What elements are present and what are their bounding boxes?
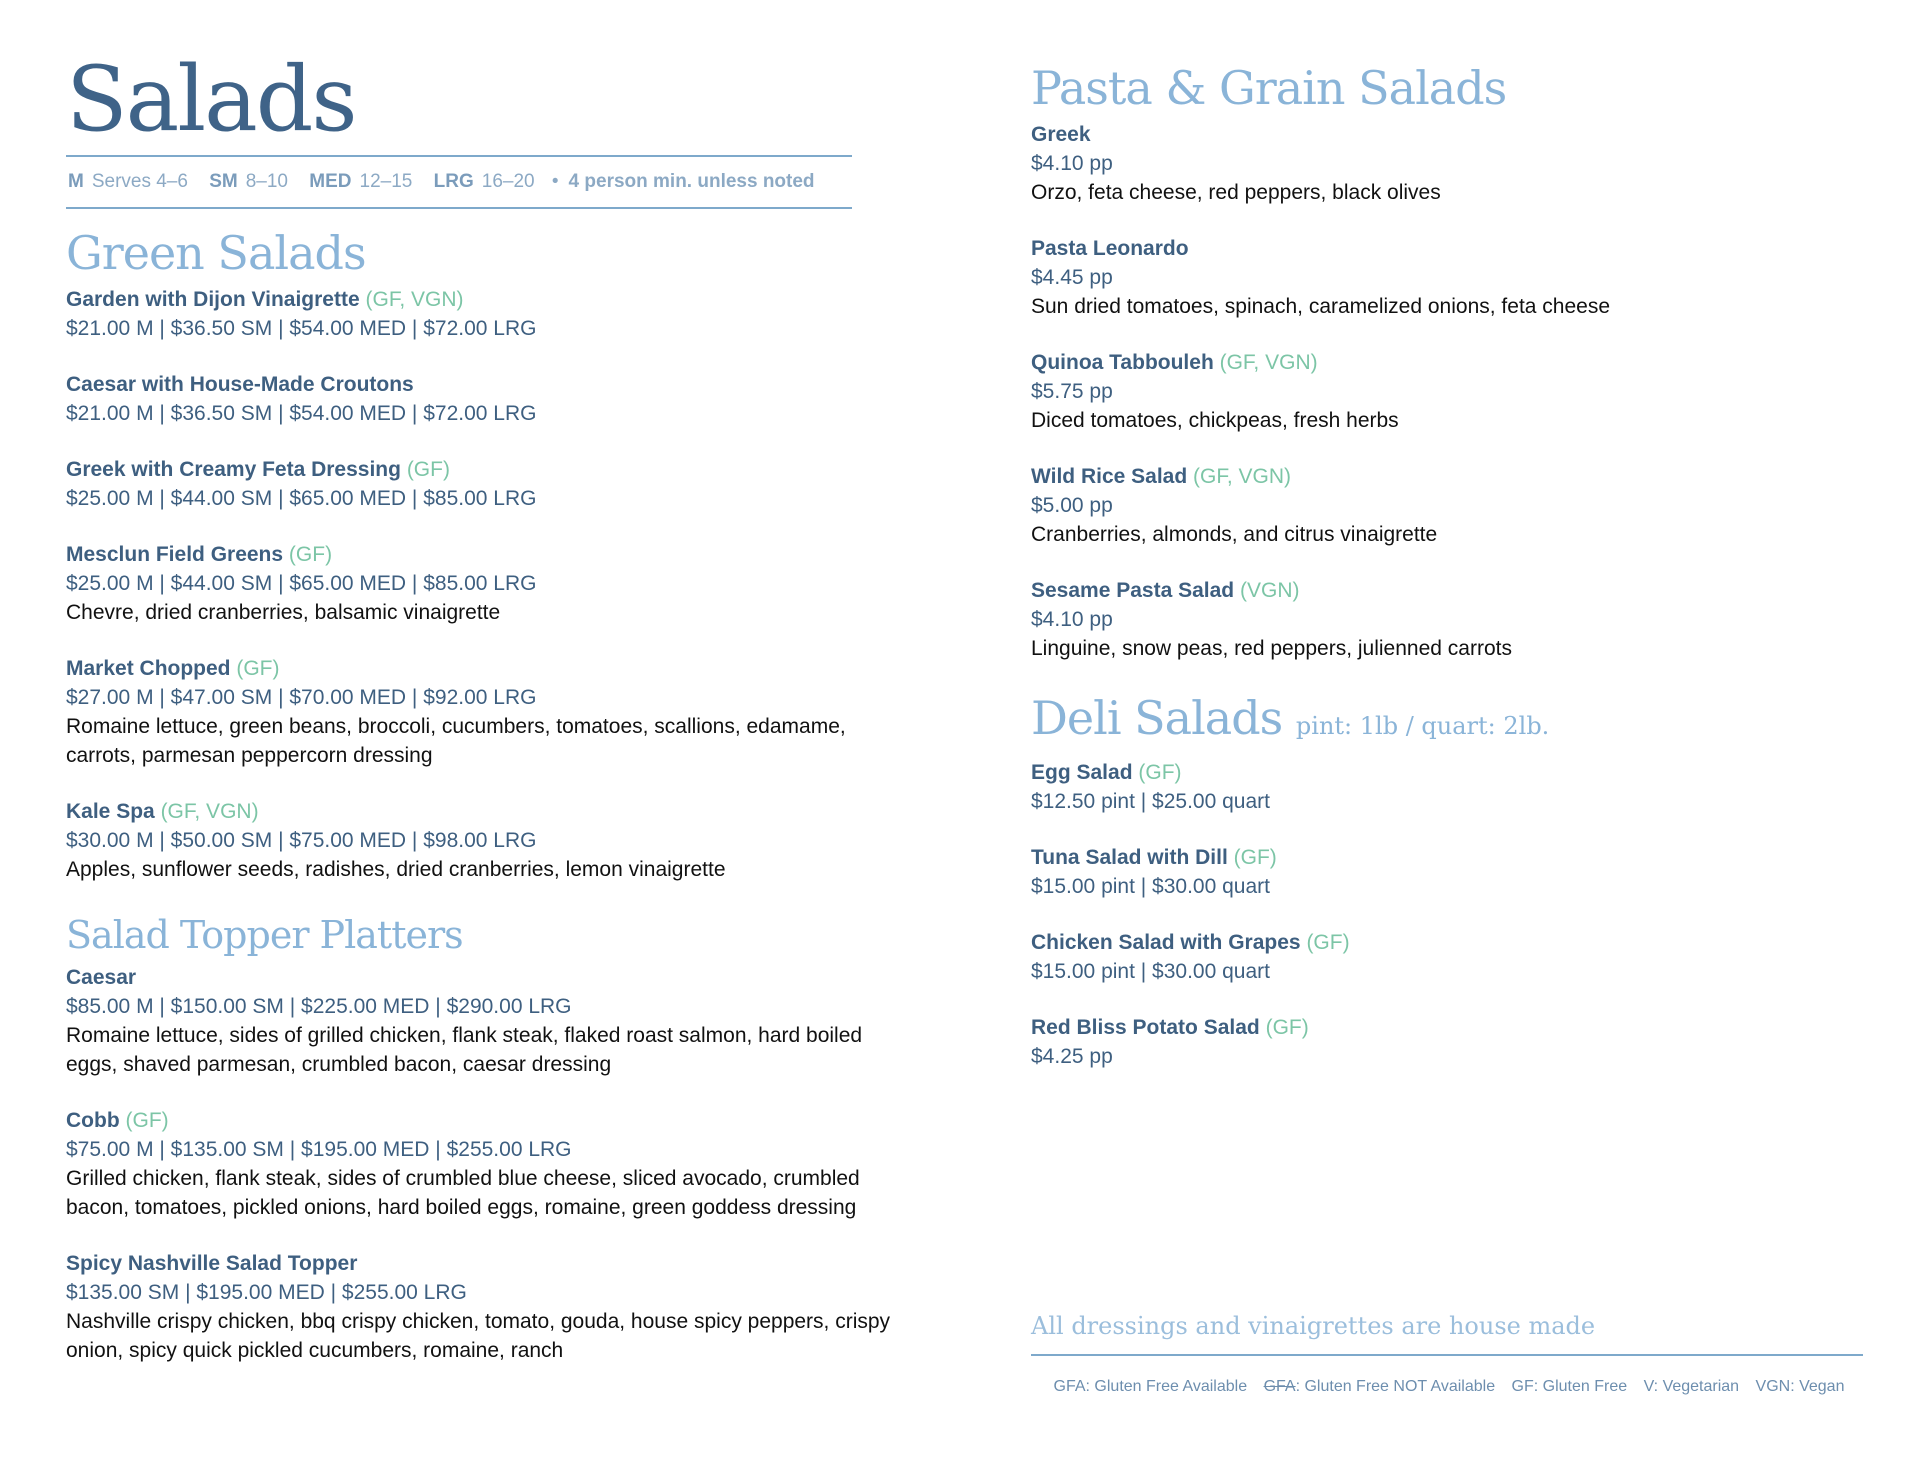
menu-item [66,963,916,1079]
dietary-tags: (GF) [1138,761,1182,784]
deli-salads-list [1031,758,1871,1071]
legend-gfa-not [1264,1378,1496,1395]
item-name [66,654,916,683]
minimum-note: 4 person min. unless noted [568,171,815,192]
item-price: $5.00 pp [1031,494,1113,517]
size-code-m: M [68,171,84,192]
item-price: $4.10 pp [1031,608,1113,631]
menu-item [66,370,916,428]
topper-platters-list [66,963,916,1365]
item-name-text: Caesar with House-Made Croutons [66,373,414,396]
legend-gfa-not-desc: : Gluten Free NOT Available [1295,1378,1496,1395]
item-name-text: Market Chopped [66,657,231,680]
dietary-tags: (GF) [236,657,280,680]
item-name [66,455,916,484]
item-price: $27.00 M | $47.00 SM | $70.00 MED | $92.00 LRG [66,686,537,709]
item-name-text: Chicken Salad with Grapes [1031,931,1301,954]
size-desc-sm: 8–10 [245,171,289,192]
item-price: $5.75 pp [1031,380,1113,403]
item-name [1031,928,1871,957]
section-title-salad-topper-platters: Salad Topper Platters [66,913,463,957]
item-name [66,963,916,992]
dressing-note: All dressings and vinaigrettes are house made [1031,1312,1596,1340]
item-name-text: Red Bliss Potato Salad [1031,1016,1260,1039]
menu-item [1031,234,1871,321]
menu-item [66,654,916,770]
dietary-tags: (GF) [125,1109,169,1132]
menu-item [1031,462,1871,549]
item-name-text: Caesar [66,966,137,989]
menu-item [66,540,916,627]
item-description: Grilled chicken, flank steak, sides of crumbled blue cheese, sliced avocado, crumbled bacon, tomatoes, pickled onions, hard boiled eggs, romaine, green goddess dressing [66,1167,860,1219]
item-description: Linguine, snow peas, red peppers, julienned carrots [1031,637,1512,660]
menu-item [66,797,916,884]
item-name [66,285,916,314]
item-name [1031,758,1871,787]
divider [66,207,852,209]
dietary-tags: (GF) [1306,931,1350,954]
item-name [1031,1013,1871,1042]
dietary-tags: (GF) [288,543,333,566]
item-name [66,1249,916,1278]
menu-item [66,1249,916,1365]
dietary-legend [1031,1356,1867,1398]
deli-subtitle: pint: 1lb / quart: 2lb. [1295,712,1550,740]
menu-item [66,455,916,513]
dietary-tags: (GF, VGN) [365,288,464,311]
legend-gf: GF: Gluten Free [1511,1378,1628,1395]
item-name [66,370,916,399]
item-description: Chevre, dried cranberries, balsamic vinaigrette [66,601,501,624]
section-title-green-salads: Green Salads [66,226,366,280]
dietary-tags: (GF) [406,458,450,481]
dietary-tags: (GF, VGN) [1193,465,1292,488]
item-name-text: Kale Spa [66,800,155,823]
item-name [66,797,916,826]
item-name-text: Cobb [66,1109,120,1132]
item-price: $25.00 M | $44.00 SM | $65.00 MED | $85.00 LRG [66,572,537,595]
item-description: Romaine lettuce, sides of grilled chicken, flank steak, flaked roast salmon, hard boiled eggs, shaved parmesan, crumbled bacon, caesar dressing [66,1024,863,1076]
dietary-tags: (GF, VGN) [160,800,259,823]
item-description: Cranberries, almonds, and citrus vinaigrette [1031,523,1438,546]
item-price: $25.00 M | $44.00 SM | $65.00 MED | $85.00 LRG [66,487,537,510]
item-price: $75.00 M | $135.00 SM | $195.00 MED | $255.00 LRG [66,1138,572,1161]
dietary-tags: (VGN) [1239,579,1300,602]
item-name-text: Spicy Nashville Salad Topper [66,1252,358,1275]
right-column [1031,60,1871,1098]
item-description: Romaine lettuce, green beans, broccoli, cucumbers, tomatoes, scallions, edamame, carrots, parmesan peppercorn dressing [66,715,846,767]
menu-item [1031,120,1871,207]
item-price: $21.00 M | $36.50 SM | $54.00 MED | $72.00 LRG [66,317,537,340]
menu-item [1031,1013,1871,1071]
section-title-deli-salads [1031,690,1871,754]
size-code-sm: SM [209,171,238,192]
legend-vgn: VGN: Vegan [1755,1378,1845,1395]
menu-item [66,285,916,343]
item-name [66,1106,916,1135]
left-column [66,45,916,1392]
item-price: $15.00 pint | $30.00 quart [1031,875,1270,898]
item-name [1031,348,1871,377]
item-name [1031,576,1871,605]
item-name [1031,462,1871,491]
item-name [66,540,916,569]
footer [1031,1312,1867,1398]
size-key [66,157,916,207]
item-price: $21.00 M | $36.50 SM | $54.00 MED | $72.00 LRG [66,402,537,425]
size-desc-m: Serves 4–6 [91,171,188,192]
item-name-text: Pasta Leonardo [1031,237,1189,260]
item-price: $12.50 pint | $25.00 quart [1031,790,1270,813]
dietary-tags: (GF) [1265,1016,1309,1039]
item-name-text: Mesclun Field Greens [66,543,284,566]
page-title: Salads [66,47,356,152]
menu-item [1031,928,1871,986]
legend-gfa-not-code: GFA [1263,1378,1296,1395]
bullet-separator: • [551,171,559,192]
item-description: Orzo, feta cheese, red peppers, black olives [1031,181,1441,204]
section-title-pasta-grain-salads: Pasta & Grain Salads [1031,61,1507,115]
item-name-text: Egg Salad [1031,761,1133,784]
item-name-text: Greek [1031,123,1091,146]
item-name [1031,234,1871,263]
item-price: $15.00 pint | $30.00 quart [1031,960,1270,983]
item-description: Diced tomatoes, chickpeas, fresh herbs [1031,409,1399,432]
green-salads-list [66,285,916,884]
item-description: Nashville crispy chicken, bbq crispy chicken, tomato, gouda, house spicy peppers, crispy onion, spicy quick pickled cucumbers, romaine, ranch [66,1310,891,1362]
item-price: $4.45 pp [1031,266,1113,289]
item-price: $135.00 SM | $195.00 MED | $255.00 LRG [66,1281,467,1304]
legend-v: V: Vegetarian [1643,1378,1740,1395]
item-name-text: Garden with Dijon Vinaigrette [66,288,360,311]
item-price: $4.25 pp [1031,1045,1113,1068]
legend-gfa: GFA: Gluten Free Available [1053,1378,1248,1395]
item-name-text: Sesame Pasta Salad [1031,579,1235,602]
item-name [1031,120,1871,149]
item-name-text: Tuna Salad with Dill [1031,846,1228,869]
dietary-tags: (GF) [1233,846,1277,869]
item-name-text: Greek with Creamy Feta Dressing [66,458,401,481]
menu-item [1031,843,1871,901]
item-price: $30.00 M | $50.00 SM | $75.00 MED | $98.00 LRG [66,829,537,852]
item-name-text: Quinoa Tabbouleh [1031,351,1214,374]
item-description: Sun dried tomatoes, spinach, caramelized onions, feta cheese [1031,295,1611,318]
item-price: $85.00 M | $150.00 SM | $225.00 MED | $290.00 LRG [66,995,572,1018]
size-code-lrg: LRG [433,171,474,192]
item-name [1031,843,1871,872]
size-code-med: MED [309,171,352,192]
item-price: $4.10 pp [1031,152,1113,175]
dietary-tags: (GF, VGN) [1219,351,1318,374]
deli-title-text: Deli Salads [1031,691,1283,745]
size-desc-med: 12–15 [359,171,413,192]
pasta-salads-list [1031,120,1871,663]
menu-item [1031,576,1871,663]
item-name-text: Wild Rice Salad [1031,465,1188,488]
menu-item [1031,348,1871,435]
menu-item [1031,758,1871,816]
size-desc-lrg: 16–20 [481,171,535,192]
item-description: Apples, sunflower seeds, radishes, dried cranberries, lemon vinaigrette [66,858,726,881]
menu-item [66,1106,916,1222]
